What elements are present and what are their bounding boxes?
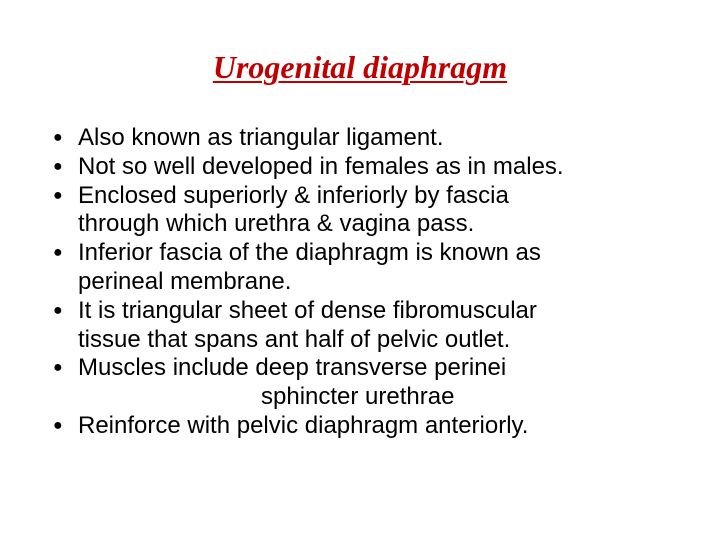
- bullet-text-continuation: through which urethra & vagina pass.: [78, 210, 475, 238]
- bullet-item: [53, 239, 693, 297]
- bullet-list: [53, 124, 693, 441]
- bullet-dot-icon: ●: [53, 186, 63, 204]
- slide-title: Urogenital diaphragm: [212, 49, 508, 85]
- bullet-dot-icon: ●: [53, 129, 63, 146]
- bullet-item: [53, 354, 693, 412]
- bullet-item: [53, 412, 693, 441]
- bullet-text: Muscles include deep transverse perinei: [78, 354, 507, 382]
- bullet-text: Not so well developed in females as in males.: [78, 152, 564, 180]
- bullet-dot-icon: ●: [53, 416, 63, 434]
- bullet-text-continuation: sphincter urethrae: [261, 383, 455, 411]
- bullet-text: It is triangular sheet of dense fibromuscular: [78, 296, 537, 324]
- bullet-item: [53, 124, 693, 153]
- bullet-item: [53, 297, 693, 355]
- bullet-text: Reinforce with pelvic diaphragm anteriorly.: [78, 411, 529, 439]
- bullet-dot-icon: ●: [53, 157, 63, 175]
- bullet-item: [53, 182, 693, 240]
- bullet-dot-icon: ●: [53, 301, 63, 319]
- bullet-text: Also known as triangular ligament.: [78, 124, 444, 151]
- bullet-text: Enclosed superiorly & inferiorly by fascia: [78, 181, 509, 209]
- bullet-text: Inferior fascia of the diaphragm is known as: [78, 239, 541, 267]
- bullet-item: [53, 153, 693, 182]
- bullet-dot-icon: ●: [53, 359, 63, 377]
- bullet-text-continuation: perineal membrane.: [78, 267, 292, 295]
- bullet-dot-icon: ●: [53, 244, 63, 262]
- bullet-text-continuation: tissue that spans ant half of pelvic outlet.: [78, 325, 511, 353]
